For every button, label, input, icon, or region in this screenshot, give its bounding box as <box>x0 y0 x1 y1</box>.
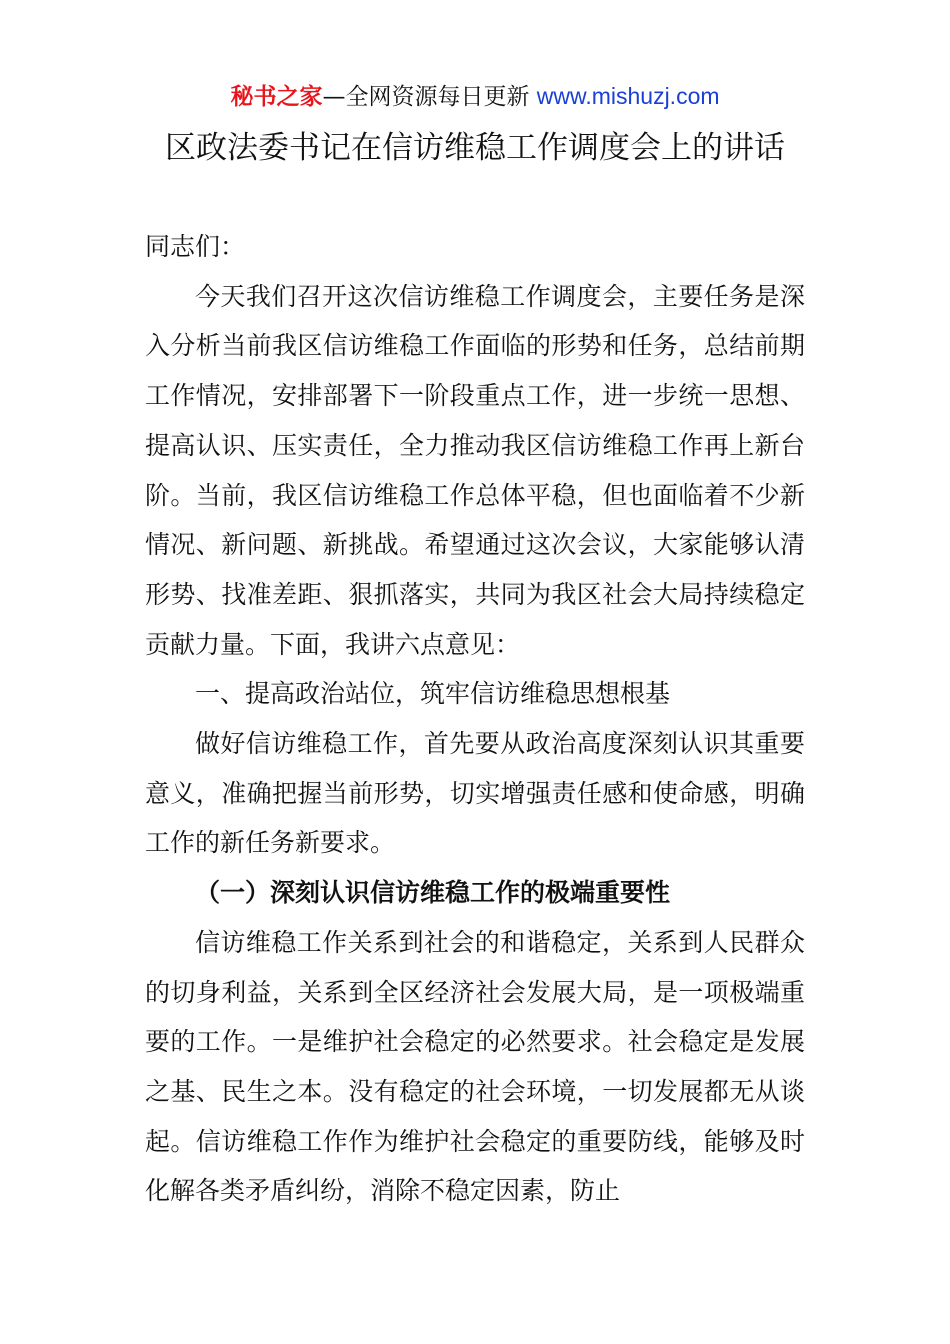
intro-paragraph: 今天我们召开这次信访维稳工作调度会，主要任务是深入分析当前我区信访维稳工作面临的形势和任务，总结前期工作情况，安排部署下一阶段重点工作，进一步统一思想、提高认识、压实责任，全力推动我区信访维稳工作再上新台阶。当前，我区信访维稳工作总体平稳，但也面临着不少新情况、新问题、新挑战。希望通过这次会议，大家能够认清形势、找准差距、狠抓落实，共同为我区社会大局持续稳定贡献力量。下面，我讲六点意见： <box>145 281 805 659</box>
site-url-link[interactable]: www.mishuzj.com <box>536 83 720 109</box>
document-title: 区政法委书记在信访维稳工作调度会上的讲话 <box>165 130 785 166</box>
section-heading: 一、提高政治站位，筑牢信访维稳思想根基 <box>195 679 671 709</box>
banner-slogan: —全网资源每日更新 <box>322 84 530 110</box>
subsection-heading: （一）深刻认识信访维稳工作的极端重要性 <box>195 878 671 908</box>
subsection-paragraph: 信访维稳工作关系到社会的和谐稳定，关系到人民群众的切身利益，关系到全区经济社会发展大局，是一项极端重要的工作。一是维护社会稳定的必然要求。社会稳定是发展之基、民生之本。没有稳定的社会环境，一切发展都无从谈起。信访维稳工作作为维护社会稳定的重要防线，能够及时化解各类矛盾纠纷，消除不稳定因素，防止 <box>145 927 805 1206</box>
brand-name: 秘书之家 <box>230 84 323 110</box>
document-body <box>145 222 805 1216</box>
salutation: 同志们： <box>145 232 246 261</box>
site-banner <box>0 80 950 113</box>
section-paragraph: 做好信访维稳工作，首先要从政治高度深刻认识其重要意义，准确把握当前形势，切实增强责任感和使命感，明确工作的新任务新要求。 <box>145 729 805 858</box>
